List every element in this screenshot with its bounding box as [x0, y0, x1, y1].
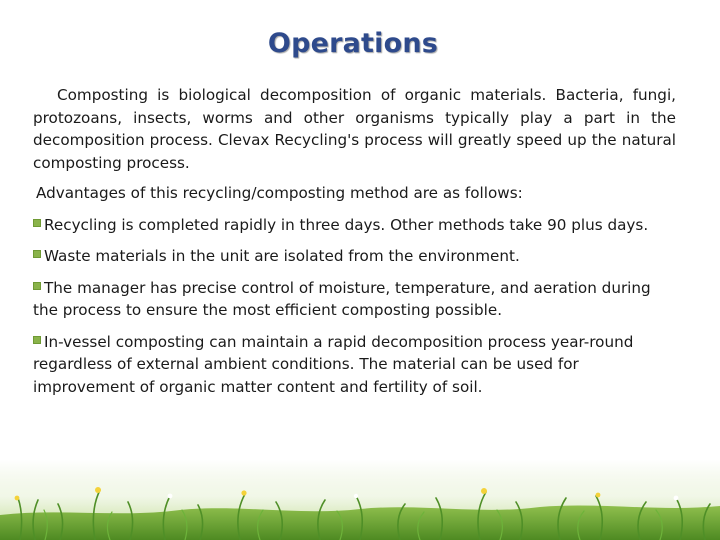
advantages-heading: Advantages of this recycling/composting method are as follows:	[36, 184, 523, 202]
bullet-item	[33, 245, 676, 268]
bullet-item	[33, 214, 676, 237]
green-square-bullet-icon	[33, 250, 41, 258]
bullet-text: In-vessel composting can maintain a rapid decomposition process year-round regardless of external ambient conditions. The material can be used for improvement of organic matter content and fertility of soil.	[33, 332, 634, 396]
bullet-text: Waste materials in the unit are isolated from the environment.	[44, 247, 520, 265]
green-square-bullet-icon	[33, 282, 41, 290]
intro-paragraph: Composting is biological decomposition of organic materials. Bacteria, fungi, protozoans, insects, worms and other organisms typically play a part in the decomposition process. Clevax Recycling's process will greatly speed up the natural composting process.	[33, 86, 676, 172]
bullet-item	[33, 277, 676, 322]
bullet-text: The manager has precise control of moisture, temperature, and aeration during the process to ensure the most efficient composting possible.	[33, 278, 651, 319]
bullet-text: Recycling is completed rapidly in three days. Other methods take 90 plus days.	[44, 215, 649, 234]
slide-body	[33, 84, 676, 398]
green-square-bullet-icon	[33, 336, 41, 344]
slide-title: Operations	[267, 28, 439, 59]
green-square-bullet-icon	[33, 219, 41, 227]
grass-meadow-decoration	[0, 460, 720, 540]
bullet-item	[33, 331, 676, 399]
